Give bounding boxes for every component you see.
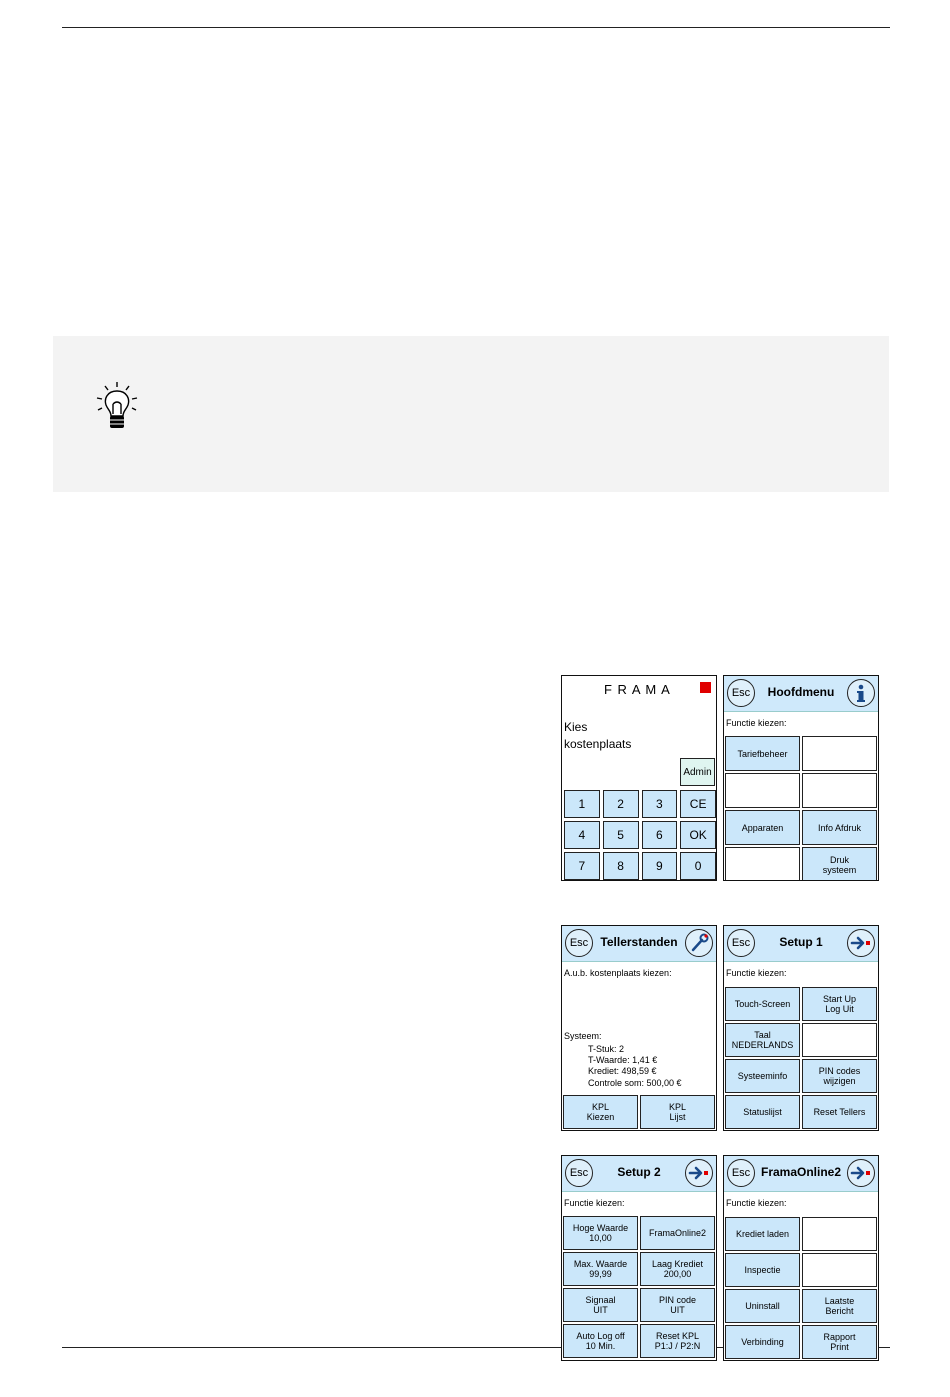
btn-inspectie[interactable]: Inspectie xyxy=(725,1253,800,1287)
screen-header xyxy=(724,1156,878,1192)
key-2[interactable]: 2 xyxy=(603,790,639,818)
setup1-screen xyxy=(723,925,879,1131)
stat-line: T-Waarde: 1,41 € xyxy=(588,1055,658,1065)
btn-kpl-kiezen[interactable]: KPL Kiezen xyxy=(563,1095,638,1129)
screen-header xyxy=(562,1156,716,1192)
next-arrow-icon[interactable] xyxy=(685,1159,713,1187)
prompt-line1: Kies xyxy=(564,720,588,734)
next-arrow-icon[interactable] xyxy=(847,1159,875,1187)
screen-subtitle: Functie kiezen: xyxy=(726,968,787,978)
btn-laag-krediet[interactable]: Laag Krediet 200,00 xyxy=(640,1252,715,1286)
btn-reset-kpl[interactable]: Reset KPL P1:J / P2:N xyxy=(640,1324,715,1358)
btn-empty xyxy=(725,847,800,881)
btn-empty xyxy=(802,736,877,771)
key-6[interactable]: 6 xyxy=(642,821,678,849)
esc-button[interactable]: Esc xyxy=(565,929,593,957)
btn-empty xyxy=(725,773,800,808)
btn-uninstall[interactable]: Uninstall xyxy=(725,1289,800,1323)
btn-touch-screen[interactable]: Touch-Screen xyxy=(725,987,800,1021)
stat-line: T-Stuk: 2 xyxy=(588,1044,625,1054)
tip-box xyxy=(53,336,889,492)
screen-subtitle: Functie kiezen: xyxy=(564,1198,625,1208)
btn-taal[interactable]: Taal NEDERLANDS xyxy=(725,1023,800,1057)
button-grid xyxy=(724,986,878,1130)
btn-druk-systeem[interactable]: Druk systeem xyxy=(802,847,877,881)
frama-login-screen xyxy=(561,675,717,881)
btn-verbinding[interactable]: Verbinding xyxy=(725,1325,800,1359)
btn-framaonline2[interactable]: FramaOnline2 xyxy=(640,1216,715,1250)
btn-kpl-lijst[interactable]: KPL Lijst xyxy=(640,1095,715,1129)
next-arrow-icon[interactable] xyxy=(847,929,875,957)
prompt-line2: kostenplaats xyxy=(564,737,632,751)
hoofdmenu-screen xyxy=(723,675,879,881)
screen-header xyxy=(724,926,878,962)
btn-pin-code[interactable]: PIN code UIT xyxy=(640,1288,715,1322)
button-grid xyxy=(562,1215,716,1359)
key-8[interactable]: 8 xyxy=(603,852,639,880)
wrench-icon[interactable] xyxy=(685,929,713,957)
esc-button[interactable]: Esc xyxy=(727,1159,755,1187)
button-grid xyxy=(724,1216,878,1360)
btn-pin-codes-wijzigen[interactable]: PIN codes wijzigen xyxy=(802,1059,877,1093)
button-grid xyxy=(562,1094,716,1130)
btn-start-up-log-uit[interactable]: Start Up Log Uit xyxy=(802,987,877,1021)
screen-subtitle: A.u.b. kostenplaats kiezen: xyxy=(564,968,672,978)
btn-krediet-laden[interactable]: Krediet laden xyxy=(725,1217,800,1251)
btn-auto-log-off[interactable]: Auto Log off 10 Min. xyxy=(563,1324,638,1358)
btn-systeeminfo[interactable]: Systeeminfo xyxy=(725,1059,800,1093)
framaonline2-screen xyxy=(723,1155,879,1361)
button-grid xyxy=(724,735,878,881)
btn-info-afdruk[interactable]: Info Afdruk xyxy=(802,810,877,845)
btn-empty xyxy=(802,1217,877,1251)
screen-header xyxy=(562,926,716,962)
tellerstanden-screen xyxy=(561,925,717,1131)
screen-title: Hoofdmenu xyxy=(767,685,835,699)
frama-brand-mark xyxy=(700,682,711,693)
key-0[interactable]: 0 xyxy=(680,852,716,880)
esc-button[interactable]: Esc xyxy=(727,679,755,707)
stat-line: Controle som: 500,00 € xyxy=(588,1078,682,1088)
btn-rapport-print[interactable]: Rapport Print xyxy=(802,1325,877,1359)
setup2-screen xyxy=(561,1155,717,1361)
lightbulb-icon xyxy=(92,380,142,432)
stat-line: Krediet: 498,59 € xyxy=(588,1066,657,1076)
btn-tariefbeheer[interactable]: Tariefbeheer xyxy=(725,736,800,771)
screen-title: FramaOnline2 xyxy=(760,1165,842,1179)
system-label: Systeem: xyxy=(564,1031,602,1041)
key-ok[interactable]: OK xyxy=(680,821,716,849)
screen-subtitle: Functie kiezen: xyxy=(726,718,787,728)
esc-button[interactable]: Esc xyxy=(565,1159,593,1187)
key-7[interactable]: 7 xyxy=(564,852,600,880)
screen-header xyxy=(724,676,878,712)
btn-empty xyxy=(802,773,877,808)
key-9[interactable]: 9 xyxy=(642,852,678,880)
key-ce[interactable]: CE xyxy=(680,790,716,818)
btn-laatste-bericht[interactable]: Laatste Bericht xyxy=(802,1289,877,1323)
info-icon[interactable] xyxy=(847,679,875,707)
btn-statuslijst[interactable]: Statuslijst xyxy=(725,1095,800,1129)
btn-apparaten[interactable]: Apparaten xyxy=(725,810,800,845)
screen-subtitle: Functie kiezen: xyxy=(726,1198,787,1208)
screen-title: Setup 1 xyxy=(779,935,823,949)
btn-hoge-waarde[interactable]: Hoge Waarde 10,00 xyxy=(563,1216,638,1250)
esc-button[interactable]: Esc xyxy=(727,929,755,957)
key-4[interactable]: 4 xyxy=(564,821,600,849)
key-5[interactable]: 5 xyxy=(603,821,639,849)
admin-button[interactable]: Admin xyxy=(680,758,715,786)
keypad xyxy=(564,790,716,880)
key-3[interactable]: 3 xyxy=(642,790,678,818)
screen-title: Setup 2 xyxy=(617,1165,661,1179)
frama-brand: F R A M A xyxy=(604,682,671,697)
screen-title: Tellerstanden xyxy=(600,935,678,949)
btn-signaal[interactable]: Signaal UIT xyxy=(563,1288,638,1322)
btn-reset-tellers[interactable]: Reset Tellers xyxy=(802,1095,877,1129)
btn-empty xyxy=(802,1253,877,1287)
btn-empty xyxy=(802,1023,877,1057)
top-rule xyxy=(62,27,890,28)
key-1[interactable]: 1 xyxy=(564,790,600,818)
btn-max-waarde[interactable]: Max. Waarde 99,99 xyxy=(563,1252,638,1286)
